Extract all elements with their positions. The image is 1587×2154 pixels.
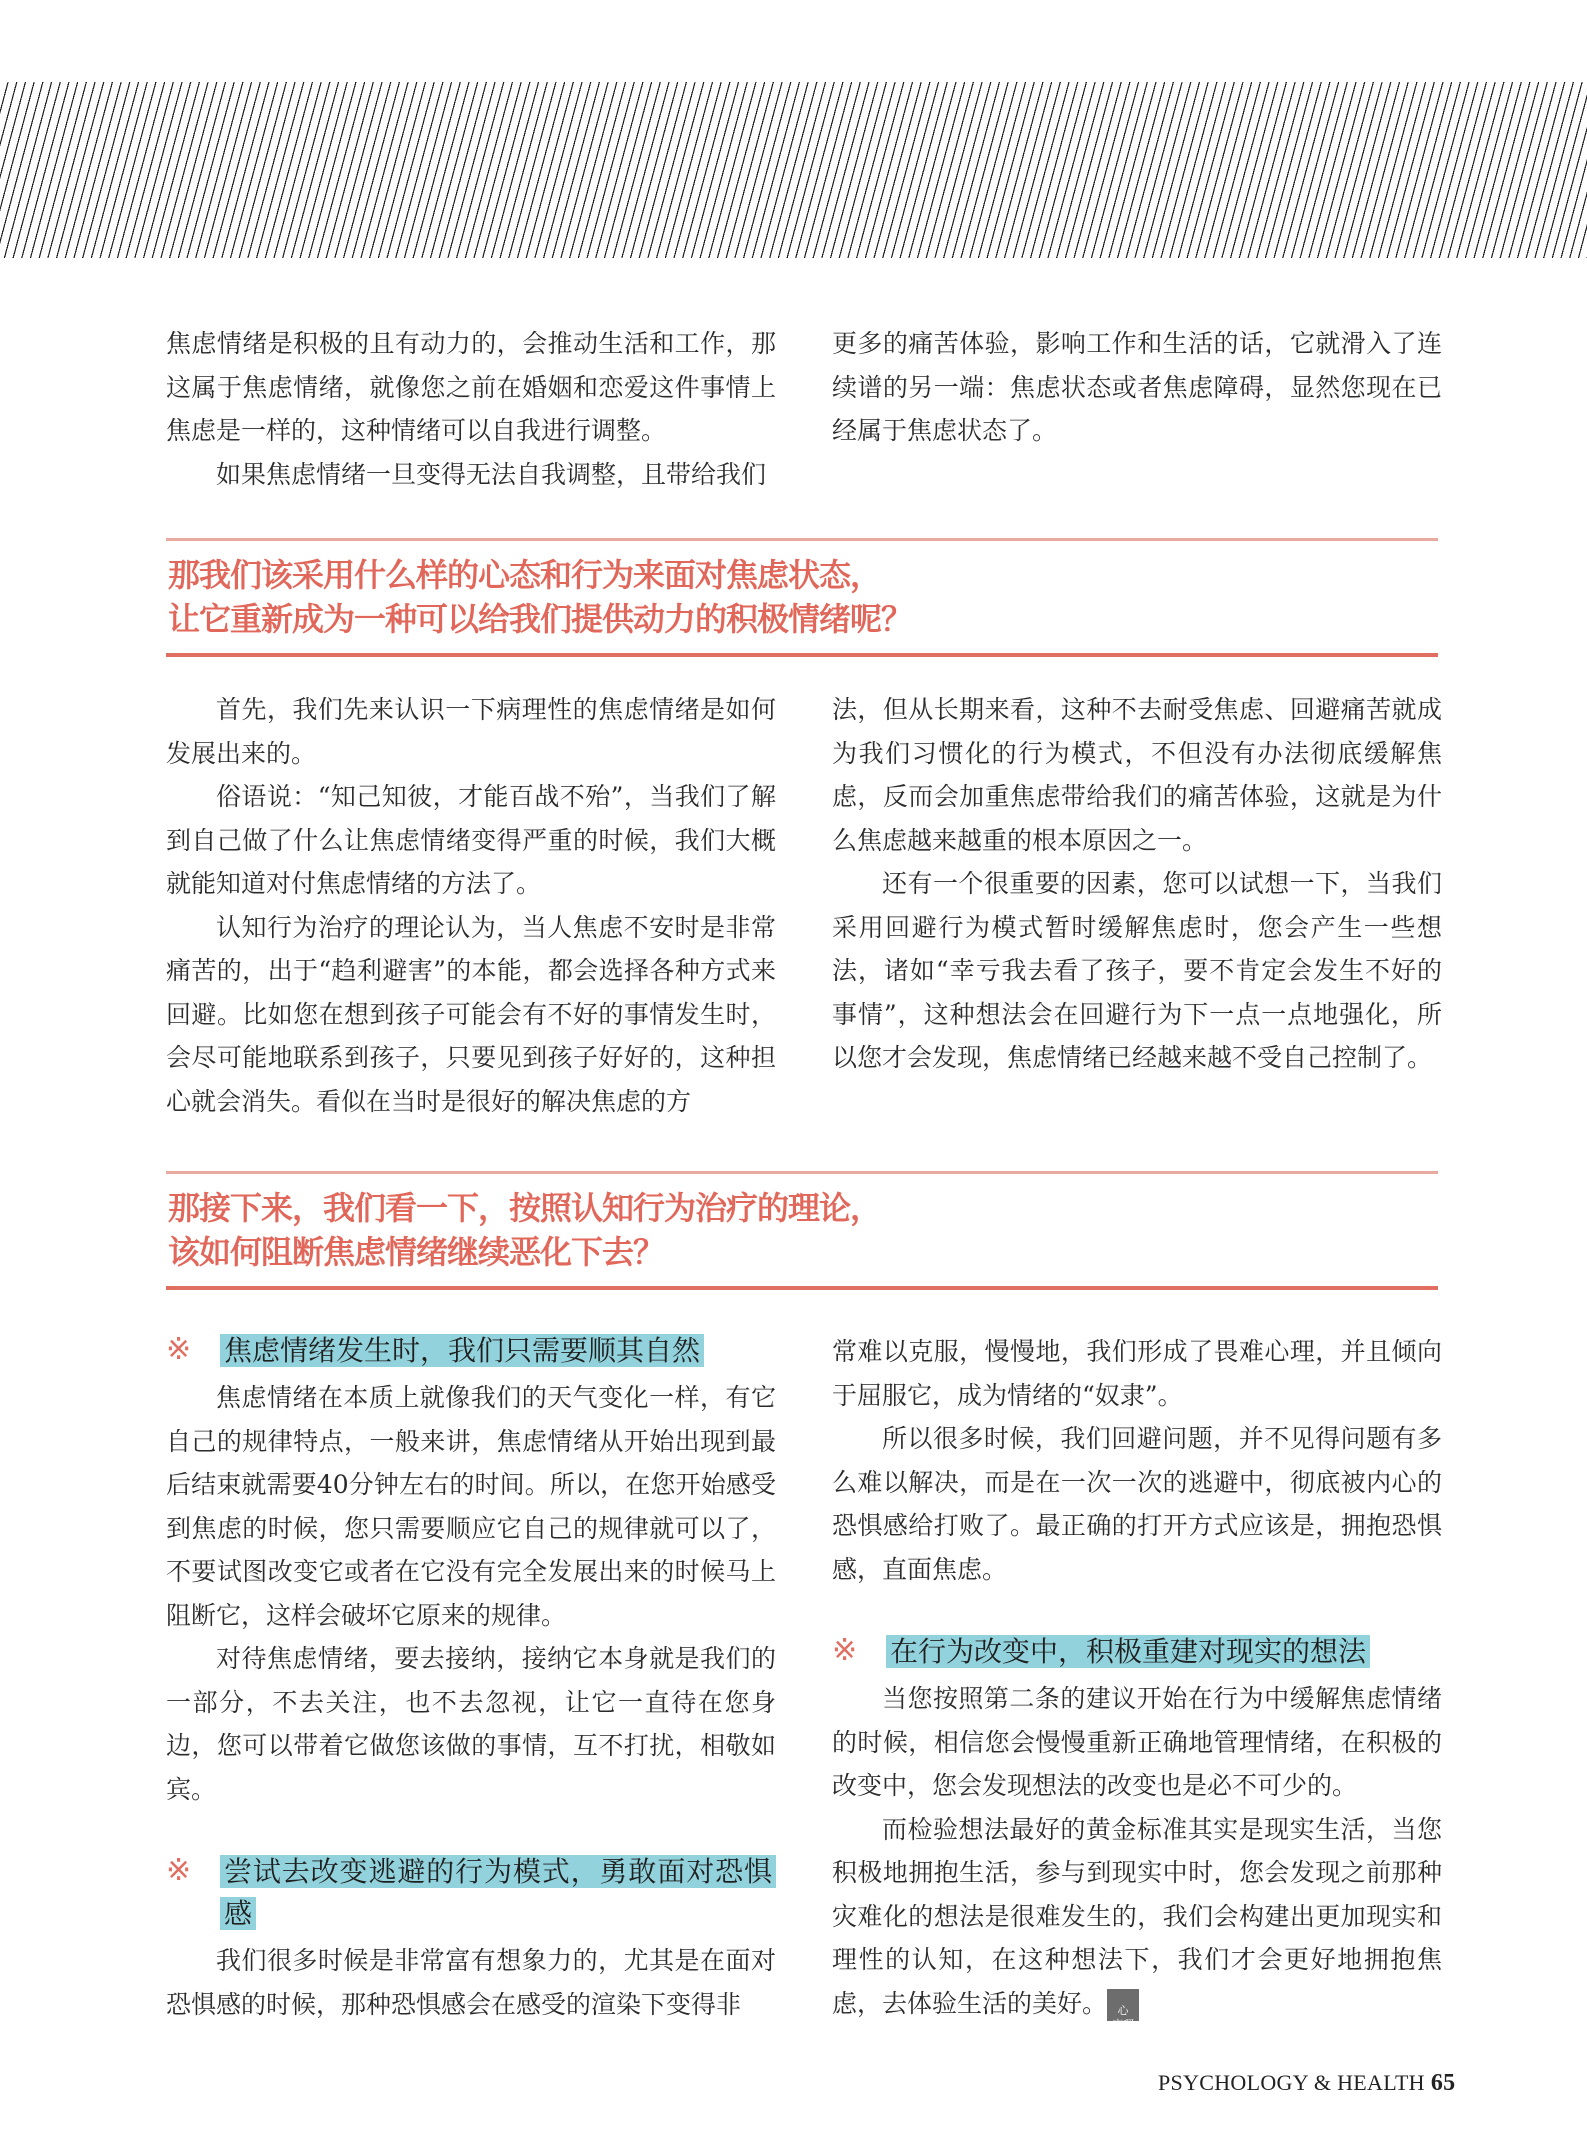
question-heading-line: 该如何阻断焦虑情绪继续恶化下去？ (168, 1233, 665, 1271)
paragraph: 更多的痛苦体验，影响工作和生活的话，它就滑入了连续谱的另一端：焦虑状态或者焦虑障碍，显然您现在已经属于焦虑状态了。 (832, 329, 1442, 445)
reference-mark-icon: ※ (166, 1853, 192, 1888)
intro-left-column (166, 322, 776, 496)
paragraph: 常难以克服，慢慢地，我们形成了畏难心理，并且倾向于屈服它，成为情绪的“奴隶”。 (832, 1337, 1442, 1410)
tip-heading-2 (166, 1851, 776, 1935)
page-number: 65 (1430, 2070, 1456, 2096)
intro-right-column (832, 322, 1442, 453)
tip-title: 焦虑情绪发生时，我们只需要顺其自然 (220, 1334, 704, 1367)
question-heading-line: 那我们该采用什么样的心态和行为来面对焦虑状态， (168, 556, 882, 594)
paragraph (832, 1808, 1442, 2031)
question-heading-1 (166, 538, 1438, 657)
magazine-name: PSYCHOLOGY & HEALTH (1158, 2070, 1425, 2095)
paragraph: 法，但从长期来看，这种不去耐受焦虑、回避痛苦就成为我们习惯化的行为模式，不但没有办法彻底缓解焦虑，反而会加重焦虑带给我们的痛苦体验，这就是为什么焦虑越来越重的根本原因之一。 (832, 695, 1442, 855)
end-stamp-logo (1107, 1989, 1170, 2031)
divider (166, 1286, 1438, 1290)
tip-title: 在行为改变中，积极重建对现实的想法 (886, 1635, 1370, 1668)
paragraph: 焦虑情绪是积极的且有动力的，会推动生活和工作，那这属于焦虑情绪，就像您之前在婚姻和恋爱这件事情上焦虑是一样的，这种情绪可以自我进行调整。 (166, 329, 776, 445)
reference-mark-icon: ※ (166, 1332, 192, 1367)
paragraph: 所以很多时候，我们回避问题，并不见得问题有多么难以解决，而是在一次一次的逃避中，彻底被内心的恐惧感给打败了。最正确的打开方式应该是，拥抱恐惧感，直面焦虑。 (832, 1424, 1442, 1584)
header-hatch-pattern (0, 82, 1587, 258)
reference-mark-icon: ※ (832, 1633, 858, 1668)
tip-title: 尝试去改变逃避的行为模式，勇敢面对恐惧感 (220, 1855, 776, 1930)
stamp-text-top: 健心 (1117, 1990, 1170, 2017)
section2-left-column (166, 1330, 776, 2026)
question-heading-line: 那接下来，我们看一下，按照认知行为治疗的理论， (168, 1189, 882, 1227)
section2-right-column (832, 1330, 1442, 2031)
section1-left-column (166, 688, 776, 1123)
paragraph: 我们很多时候是非常富有想象力的，尤其是在面对恐惧感的时候，那种恐惧感会在感受的渲染下变得非 (166, 1946, 776, 2019)
paragraph: 如果焦虑情绪一旦变得无法自我调整，且带给我们 (216, 459, 767, 489)
tip-heading-1 (166, 1330, 776, 1372)
divider (166, 653, 1438, 657)
tip-heading-3 (832, 1631, 1442, 1673)
stamp-text-bottom: 康理 (1112, 2018, 1135, 2031)
question-heading-line: 让它重新成为一种可以给我们提供动力的积极情绪呢？ (168, 600, 913, 638)
paragraph: 对待焦虑情绪，要去接纳，接纳它本身就是我们的一部分，不去关注，也不去忽视，让它一直待在您身边，您可以带着它做您该做的事情，互不打扰，相敬如宾。 (166, 1644, 776, 1804)
paragraph: 俗语说：“知己知彼，才能百战不殆”，当我们了解到自己做了什么让焦虑情绪变得严重的时候，我们大概就能知道对付焦虑情绪的方法了。 (166, 782, 776, 898)
paragraph: 认知行为治疗的理论认为，当人焦虑不安时是非常痛苦的，出于“趋利避害”的本能，都会选择各种方式来回避。比如您在想到孩子可能会有不好的事情发生时，会尽可能地联系到孩子，只要见到孩子好好的，这种担心就会消失。看似在当时是很好的解决焦虑的方 (166, 912, 776, 1116)
paragraph: 当您按照第二条的建议开始在行为中缓解焦虑情绪的时候，相信您会慢慢重新正确地管理情绪，在积极的改变中，您会发现想法的改变也是必不可少的。 (832, 1684, 1442, 1800)
section1-right-column (832, 688, 1442, 1080)
paragraph: 还有一个很重要的因素，您可以试想一下，当我们采用回避行为模式暂时缓解焦虑时，您会产生一些想法，诸如“幸亏我去看了孩子，要不肯定会发生不好的事情”，这种想法会在回避行为下一点一点地强化，所以您才会发现，焦虑情绪已经越来越不受自己控制了。 (832, 869, 1442, 1072)
question-heading-2 (166, 1171, 1438, 1290)
page-footer (1158, 2070, 1455, 2097)
paragraph: 首先，我们先来认识一下病理性的焦虑情绪是如何发展出来的。 (166, 695, 776, 768)
paragraph-text: 而检验想法最好的黄金标准其实是现实生活，当您积极地拥抱生活，参与到现实中时，您会发现之前那种灾难化的想法是很难发生的，我们会构建出更加现实和理性的认知，在这种想法下，我们才会更好地拥抱焦虑，去体验生活的美好。 (832, 1814, 1442, 2018)
paragraph: 焦虑情绪在本质上就像我们的天气变化一样，有它自己的规律特点，一般来讲，焦虑情绪从开始出现到最后结束就需要40分钟左右的时间。所以，在您开始感受到焦虑的时候，您只需要顺应它自己的规律就可以了，不要试图改变它或者在它没有完全发展出来的时候马上阻断它，这样会破坏它原来的规律。 (166, 1383, 776, 1630)
